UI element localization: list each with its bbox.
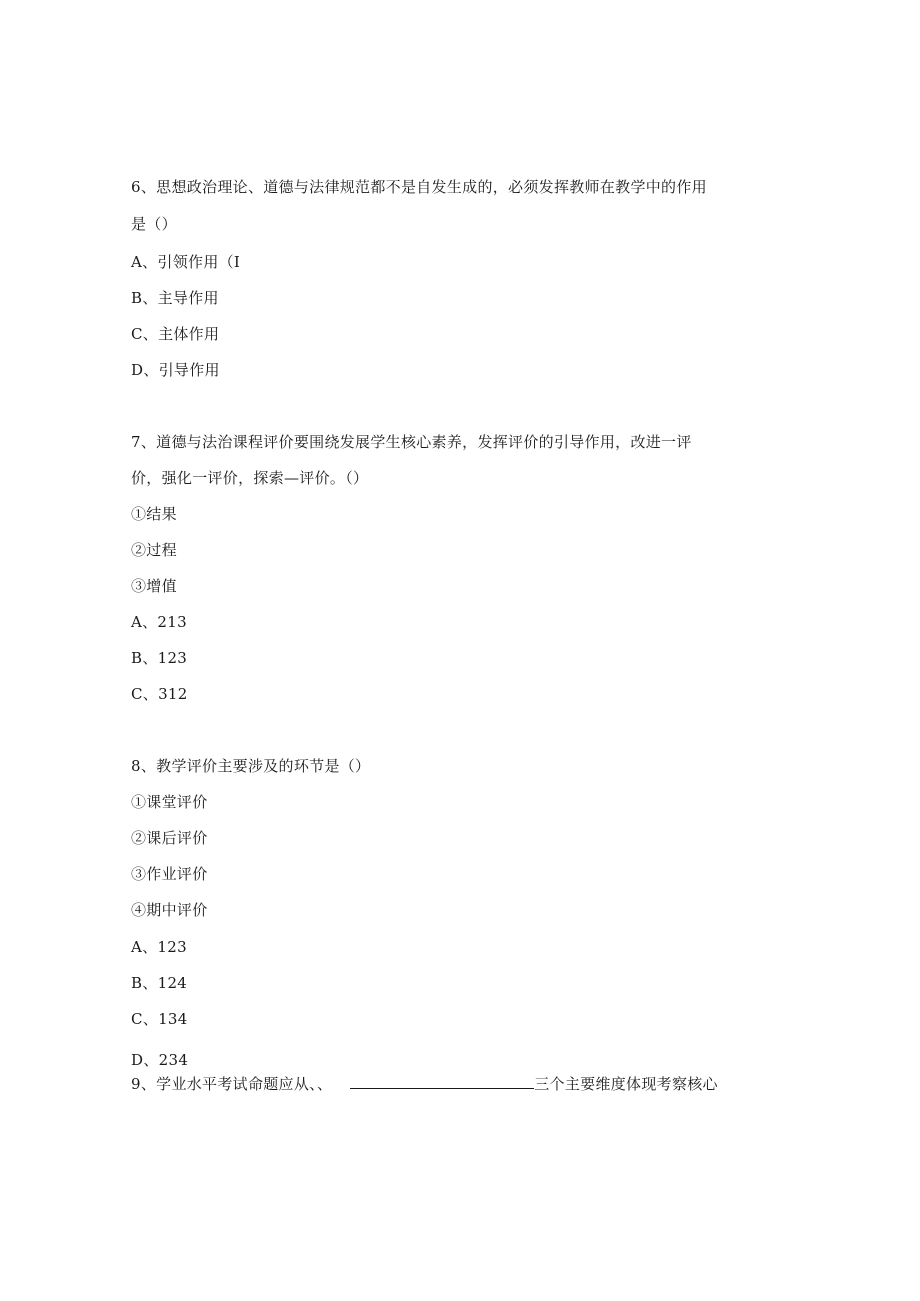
question-8-option-c: C、134: [131, 1010, 188, 1028]
question-8-item-3: ③作业评价: [131, 865, 208, 883]
fill-in-blank: [350, 1074, 534, 1089]
question-6-stem-line1: 6、思想政治理论、道德与法律规范都不是自发生成的，必须发挥教师在教学中的作用: [131, 178, 707, 196]
question-8-option-a: A、123: [131, 938, 187, 956]
question-6-option-b: B、主导作用: [131, 289, 219, 307]
question-7-option-a: A、213: [131, 613, 187, 631]
question-6-option-c: C、主体作用: [131, 325, 220, 343]
question-7-item-2: ②过程: [131, 541, 177, 559]
question-9-stem-suffix: 三个主要维度体现考察核心: [534, 1075, 718, 1093]
question-8-item-4: ④期中评价: [131, 901, 208, 919]
question-6-option-d: D、引导作用: [131, 361, 220, 379]
question-8-option-d: D、234: [131, 1051, 189, 1069]
question-7-item-1: ①结果: [131, 505, 177, 523]
question-9-stem: [131, 1074, 718, 1094]
question-7-stem-line2: 价，强化一评价，探索—评价。（）: [131, 469, 369, 487]
question-8-stem: 8、教学评价主要涉及的环节是（）: [131, 757, 371, 775]
question-7-option-c: C、312: [131, 685, 188, 703]
question-6-stem-line2: 是（）: [131, 215, 177, 233]
question-8-item-1: ①课堂评价: [131, 793, 208, 811]
question-7-option-b: B、123: [131, 649, 188, 667]
question-8-option-b: B、124: [131, 974, 188, 992]
question-7-stem-line1: 7、道德与法治课程评价要围绕发展学生核心素养，发挥评价的引导作用，改进一评: [131, 433, 692, 451]
question-6-option-a: A、引领作用（I: [131, 253, 241, 271]
question-8-item-2: ②课后评价: [131, 829, 208, 847]
question-9-stem-prefix: 9、学业水平考试命题应从、、: [131, 1075, 333, 1093]
question-7-item-3: ③增值: [131, 577, 177, 595]
